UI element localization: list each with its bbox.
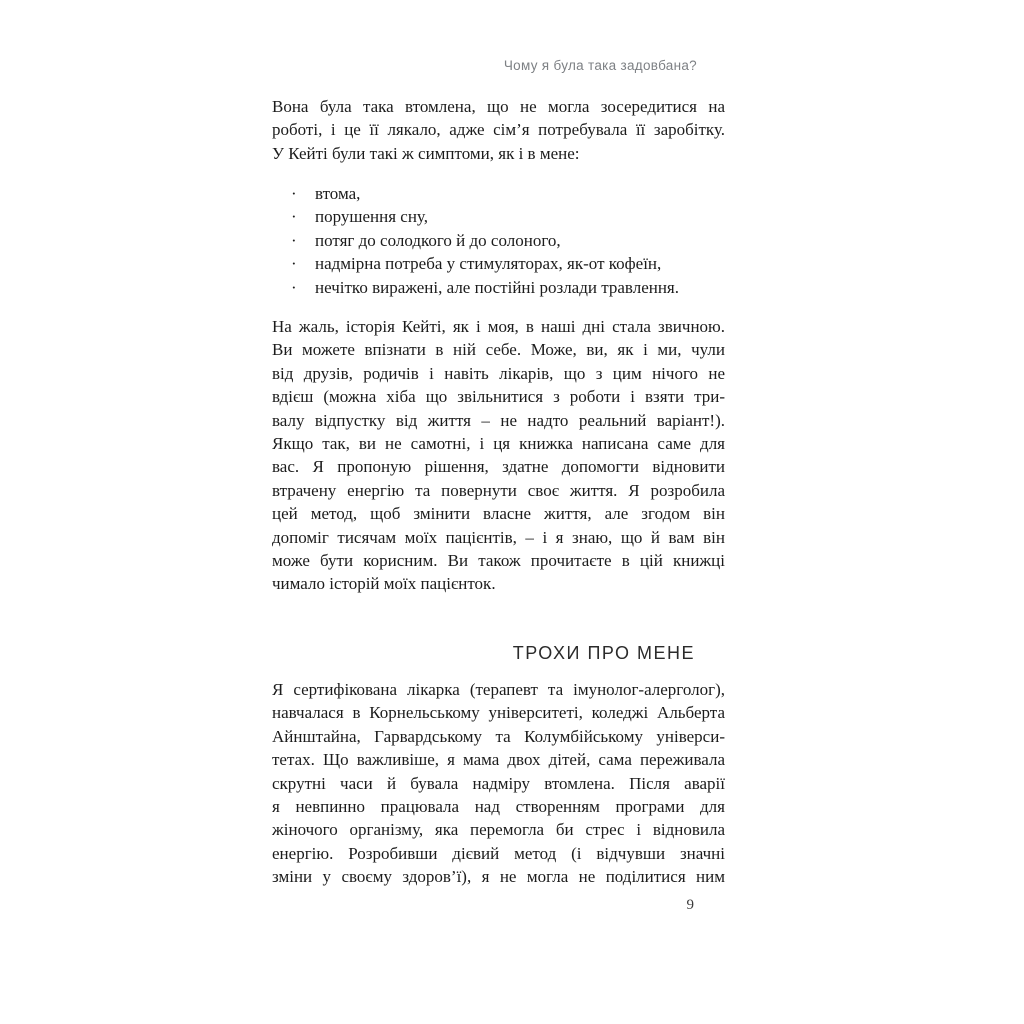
list-item-text: порушення сну, (315, 207, 428, 227)
bullet-icon: · (291, 254, 297, 274)
list-item (272, 182, 725, 205)
paragraph-line: я невпинно працювала над створенням програми для (272, 797, 725, 817)
bullet-icon: · (291, 230, 297, 250)
paragraph-line: навчалася в Корнельському університеті, коледжі Альберта (272, 703, 725, 723)
paragraph-line: втрачену енергію та повернути своє життя. Я розробила (272, 480, 725, 500)
paragraph-line: Ви можете впізнати в ній себе. Може, ви, як і ми, чули (272, 340, 725, 360)
paragraph-line: Вона була така втомлена, що не могла зосередитися на (272, 97, 725, 116)
bullet-icon: · (291, 184, 297, 203)
paragraph-line: допоміг тисячам моїх пацієнтів, – і я знаю, що й вам він (272, 527, 725, 547)
paragraph (272, 678, 725, 889)
paragraph-line: від друзів, родичів і навіть лікарів, що з цим нічого не (272, 363, 725, 383)
list-item (272, 252, 725, 275)
section-heading: ТРОХИ ПРО МЕНЕ (512, 643, 695, 663)
paragraph-line: може бути корисним. Ви також прочитаєте в цій книжці (272, 551, 725, 571)
page-number: 9 (686, 897, 694, 913)
running-header: Чому я була така задовбана? (503, 58, 697, 73)
symptoms-bullet-list (272, 182, 725, 299)
list-item (272, 229, 725, 252)
bullet-icon: · (291, 207, 297, 227)
paragraph-line: У Кейті були такі ж симптоми, як і в мене: (272, 143, 580, 163)
list-item (272, 205, 725, 228)
bullet-icon: · (291, 277, 297, 297)
paragraph-line: енергію. Розробивши дієвий метод (і відчувши значні (272, 843, 725, 863)
paragraph-line: чимало історій моїх пацієнток. (272, 574, 496, 594)
list-item-text: втома, (315, 184, 361, 203)
list-item-text: надмірна потреба у стимуляторах, як-от кофеїн, (315, 254, 662, 274)
paragraph-line: цей метод, щоб змінити власне життя, але згодом він (272, 504, 725, 524)
paragraph-line: жіночого організму, яка перемогла би стрес і відновила (272, 820, 725, 840)
paragraph-line: Якщо так, ви не самотні, і ця книжка написана саме для (272, 434, 725, 454)
paragraph-line: вас. Я пропоную рішення, здатне допомогти відновити (272, 457, 725, 477)
list-item (272, 276, 725, 299)
paragraph-line: зміни у своєму здоров’ї), я не могла не поділитися ним (272, 867, 725, 887)
list-item-text: потяг до солодкого й до солоного, (315, 230, 561, 250)
paragraph-line: Айнштайна, Гарвардському та Колумбійському універси- (272, 726, 725, 746)
paragraph (272, 315, 725, 596)
paragraph-line: роботі, і це її лякало, адже сім’я потребувала її заробітку. (272, 120, 725, 140)
paragraph-line: Я сертифікована лікарка (терапевт та імунолог-алерголог), (272, 680, 725, 699)
paragraph-line: валу відпустку від життя – не надто реальний варіант!). (272, 410, 725, 430)
paragraph-line: вдієш (можна хіба що звільнитися з роботи і взяти три- (272, 387, 725, 407)
paragraph-line: тетах. Що важливіше, я мама двох дітей, сама переживала (272, 750, 725, 770)
list-item-text: нечітко виражені, але постійні розлади травлення. (315, 277, 680, 297)
paragraph-line: На жаль, історія Кейті, як і моя, в наші дні стала звичною. (272, 317, 725, 336)
paragraph-line: скрутні часи й бувала надміру втомлена. Після аварії (272, 773, 725, 793)
paragraph (272, 95, 725, 165)
